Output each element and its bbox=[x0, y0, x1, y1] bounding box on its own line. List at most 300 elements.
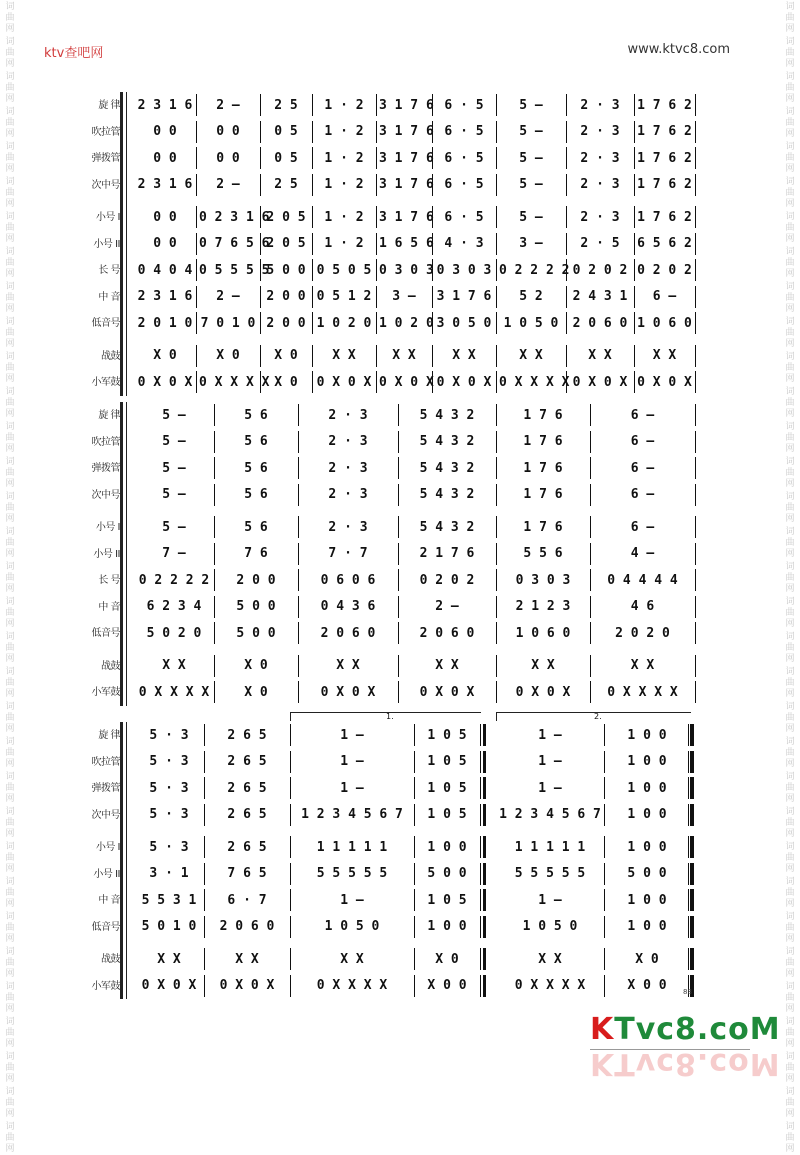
barline bbox=[695, 484, 696, 506]
watermark-text: 词曲网 bbox=[785, 982, 795, 1014]
measure: 4 6 bbox=[630, 599, 655, 614]
final-barline bbox=[688, 777, 694, 799]
measure: 2 · 5 bbox=[580, 236, 620, 251]
instrument-label: 弹拨管 bbox=[91, 463, 120, 474]
barline bbox=[496, 94, 497, 116]
barline bbox=[566, 174, 567, 196]
staff-row bbox=[0, 482, 800, 508]
barline bbox=[566, 286, 567, 308]
barline bbox=[376, 312, 377, 334]
staff-row bbox=[0, 775, 800, 801]
barline bbox=[214, 484, 215, 506]
measure: 6 – bbox=[630, 487, 655, 502]
barline bbox=[204, 804, 205, 826]
barline bbox=[566, 147, 567, 169]
barline bbox=[695, 655, 696, 677]
barline bbox=[590, 569, 591, 591]
barline bbox=[290, 724, 291, 746]
barline bbox=[432, 259, 433, 281]
barline bbox=[695, 404, 696, 426]
measure: 2 4 3 1 bbox=[572, 289, 628, 304]
measure: 0 3 0 3 bbox=[436, 262, 492, 278]
measure: 1 0 2 0 bbox=[379, 315, 434, 331]
measure: 5 · 3 bbox=[149, 839, 189, 855]
barline bbox=[214, 681, 215, 703]
staff-row bbox=[0, 402, 800, 428]
barline bbox=[260, 206, 261, 228]
barline bbox=[414, 975, 415, 997]
measure: 1 2 3 4 5 6 7 bbox=[499, 807, 601, 822]
measure: 3 0 5 0 bbox=[436, 315, 492, 331]
measure: 5 – bbox=[519, 124, 543, 139]
measure: 2 6 5 bbox=[227, 839, 267, 855]
barline bbox=[695, 259, 696, 281]
measure: 2 5 bbox=[274, 97, 298, 113]
staff-row bbox=[0, 172, 800, 198]
measure: 1 7 6 bbox=[523, 487, 563, 502]
measure: 1 · 2 bbox=[324, 177, 364, 192]
final-barline bbox=[688, 836, 694, 858]
barline bbox=[376, 371, 377, 393]
instrument-label: 小军鼓 bbox=[91, 980, 120, 992]
barline bbox=[566, 206, 567, 228]
watermark-text: 词曲网 bbox=[5, 737, 15, 769]
barline bbox=[298, 404, 299, 426]
staff-row bbox=[0, 429, 800, 455]
measure: 2 6 5 bbox=[227, 754, 267, 769]
measure: 1 0 0 bbox=[627, 892, 667, 908]
barline bbox=[196, 94, 197, 116]
barline bbox=[196, 345, 197, 367]
measure: 2 – bbox=[216, 289, 240, 304]
watermark-text: 词曲网 bbox=[5, 107, 15, 139]
site-logo[interactable] bbox=[590, 1012, 781, 1081]
measure: 2 3 1 6 bbox=[137, 177, 193, 192]
staff-row bbox=[0, 369, 800, 395]
watermark-text: 词曲网 bbox=[5, 842, 15, 874]
measure: 1 0 5 0 bbox=[503, 315, 559, 331]
barline bbox=[290, 777, 291, 799]
measure: 0 X 0 X bbox=[515, 684, 571, 700]
measure: 5 6 bbox=[244, 460, 268, 476]
barline bbox=[398, 622, 399, 644]
barline bbox=[298, 622, 299, 644]
watermark-text: 词曲网 bbox=[785, 1017, 795, 1049]
watermark-text: 词曲网 bbox=[785, 247, 795, 279]
barline bbox=[290, 804, 291, 826]
measure: 1 0 5 bbox=[427, 892, 467, 908]
barline bbox=[496, 681, 497, 703]
measure: 3 1 7 6 bbox=[379, 124, 434, 139]
barline bbox=[398, 569, 399, 591]
measure: X X bbox=[519, 348, 543, 363]
barline bbox=[196, 233, 197, 255]
measure: 1 · 2 bbox=[324, 97, 364, 113]
barline bbox=[414, 724, 415, 746]
watermark-text: 词曲网 bbox=[785, 632, 795, 664]
barline bbox=[260, 174, 261, 196]
barline bbox=[214, 404, 215, 426]
measure: 0 3 0 3 bbox=[379, 262, 434, 278]
instrument-label: 小号 I bbox=[95, 522, 120, 533]
instrument-label: 长 号 bbox=[98, 575, 120, 586]
watermark-text: 词曲网 bbox=[785, 1122, 795, 1154]
staff-row bbox=[0, 541, 800, 567]
barline bbox=[298, 681, 299, 703]
measure: 5 – bbox=[162, 407, 186, 423]
measure: 2 3 1 6 bbox=[137, 289, 193, 304]
barline bbox=[590, 516, 591, 538]
staff-row bbox=[0, 973, 800, 999]
volta-bracket bbox=[496, 712, 691, 721]
measure: 5 0 2 0 bbox=[146, 625, 202, 641]
measure: 0 X X X X bbox=[199, 374, 270, 390]
watermark-text: 词曲网 bbox=[785, 877, 795, 909]
measure: 6 – bbox=[630, 519, 655, 535]
measure: 7 6 bbox=[244, 546, 268, 561]
barline bbox=[298, 569, 299, 591]
barline bbox=[214, 431, 215, 453]
barline bbox=[634, 233, 635, 255]
final-barline bbox=[688, 916, 694, 938]
measure: 1 0 6 0 bbox=[637, 315, 692, 331]
measure: X X bbox=[392, 348, 416, 363]
measure: 0 X 0 X bbox=[379, 374, 434, 390]
barline bbox=[204, 948, 205, 970]
barline bbox=[566, 233, 567, 255]
watermark-text: 词曲网 bbox=[5, 492, 15, 524]
watermark-text: 词曲网 bbox=[5, 982, 15, 1014]
repeat-barline bbox=[480, 889, 486, 911]
measure: 1 0 0 bbox=[627, 780, 667, 796]
measure: 5 4 3 2 bbox=[419, 434, 475, 449]
measure: 5 5 5 5 5 bbox=[316, 866, 388, 881]
barline bbox=[695, 206, 696, 228]
watermark-text: 词曲网 bbox=[785, 282, 795, 314]
measure: 5 – bbox=[519, 209, 543, 225]
staff-row bbox=[0, 514, 800, 540]
logo-reflection: KTvc8.coM bbox=[590, 1046, 781, 1081]
measure: 1 0 0 bbox=[627, 727, 667, 743]
measure: 2 0 1 0 bbox=[137, 315, 193, 331]
barline bbox=[414, 777, 415, 799]
barline bbox=[695, 233, 696, 255]
final-barline bbox=[688, 889, 694, 911]
measure: 2 1 7 6 bbox=[419, 546, 475, 561]
barline bbox=[432, 345, 433, 367]
repeat-barline bbox=[480, 975, 486, 997]
measure: 5 0 0 bbox=[236, 625, 276, 641]
barline bbox=[695, 94, 696, 116]
barline bbox=[298, 516, 299, 538]
measure: 1 7 6 bbox=[523, 519, 563, 535]
barline bbox=[398, 655, 399, 677]
measure: 5 6 bbox=[244, 487, 268, 502]
staff-row bbox=[0, 310, 800, 336]
barline bbox=[260, 286, 261, 308]
watermark-text: 词曲网 bbox=[785, 527, 795, 559]
measure: 6 – bbox=[652, 289, 677, 304]
barline bbox=[496, 206, 497, 228]
watermark-text: 词曲网 bbox=[5, 282, 15, 314]
instrument-label: 长 号 bbox=[98, 265, 120, 276]
measure: X 0 bbox=[635, 951, 659, 967]
measure: 0 X 0 X bbox=[419, 684, 475, 700]
measure: 5 5 3 1 bbox=[141, 892, 197, 908]
watermark-text: 词曲网 bbox=[5, 177, 15, 209]
measure: 2 0 6 0 bbox=[219, 919, 275, 934]
barline bbox=[496, 312, 497, 334]
watermark-text: 词曲网 bbox=[785, 387, 795, 419]
staff-row bbox=[0, 679, 800, 705]
measure: 2 6 5 bbox=[227, 807, 267, 822]
measure: 1 0 5 bbox=[427, 780, 467, 796]
barline bbox=[312, 345, 313, 367]
watermark-text: 词曲网 bbox=[5, 457, 15, 489]
measure: 2 · 3 bbox=[580, 177, 620, 192]
measure: 2 0 6 0 bbox=[572, 315, 628, 331]
barline bbox=[432, 206, 433, 228]
barline bbox=[695, 147, 696, 169]
barline bbox=[695, 569, 696, 591]
barline bbox=[214, 622, 215, 644]
barline bbox=[376, 174, 377, 196]
measure: 3 1 7 6 bbox=[379, 209, 434, 225]
measure: 0 5 0 5 bbox=[316, 262, 372, 278]
measure: 1 7 6 2 bbox=[637, 177, 692, 192]
measure: 6 · 5 bbox=[444, 124, 484, 139]
staff-row bbox=[0, 946, 800, 972]
barline bbox=[695, 681, 696, 703]
barline bbox=[196, 121, 197, 143]
staff-row bbox=[0, 231, 800, 257]
barline bbox=[695, 121, 696, 143]
measure: 2 · 3 bbox=[328, 519, 368, 535]
staff-row bbox=[0, 119, 800, 145]
watermark-text: 词曲网 bbox=[785, 492, 795, 524]
measure: 1 · 2 bbox=[324, 209, 364, 225]
barline bbox=[290, 948, 291, 970]
instrument-label: 次中号 bbox=[91, 489, 120, 501]
measure: 2 · 3 bbox=[580, 150, 620, 166]
instrument-label: 低音号 bbox=[91, 318, 120, 329]
barline bbox=[432, 174, 433, 196]
watermark-text: 词曲网 bbox=[785, 2, 795, 34]
measure: 2 0 5 bbox=[266, 236, 306, 251]
watermark-text: 词曲网 bbox=[5, 317, 15, 349]
staff-row bbox=[0, 343, 800, 369]
measure: X X bbox=[162, 658, 186, 673]
instrument-label: 吹拉管 bbox=[91, 756, 120, 768]
measure: X 0 bbox=[274, 374, 298, 390]
measure: 2 0 6 0 bbox=[419, 625, 475, 641]
barline bbox=[312, 206, 313, 228]
watermark-text: 词曲网 bbox=[785, 1052, 795, 1084]
logo-text: KTvc8.coM bbox=[590, 1012, 781, 1047]
watermark-text: 词曲网 bbox=[5, 1052, 15, 1084]
watermark-text: 词曲网 bbox=[5, 37, 15, 69]
watermark-text: 词曲网 bbox=[785, 667, 795, 699]
measure: 0 2 2 2 2 bbox=[138, 572, 210, 588]
instrument-label: 吹拉管 bbox=[91, 436, 120, 448]
watermark-text: 词曲网 bbox=[785, 317, 795, 349]
barline bbox=[214, 569, 215, 591]
barline bbox=[604, 836, 605, 858]
measure: 1 – bbox=[538, 780, 562, 796]
site-url[interactable]: www.ktvc8.com bbox=[627, 42, 730, 57]
barline bbox=[290, 751, 291, 773]
barline bbox=[298, 543, 299, 565]
measure: 1 2 3 4 5 6 7 bbox=[301, 807, 403, 822]
measure: X 0 bbox=[274, 348, 298, 363]
measure: 2 · 3 bbox=[328, 407, 368, 423]
barline bbox=[604, 724, 605, 746]
watermark-text: 词曲网 bbox=[5, 597, 15, 629]
measure: 0 0 bbox=[153, 236, 177, 251]
measure: 1 7 6 2 bbox=[637, 124, 692, 139]
barline bbox=[695, 543, 696, 565]
instrument-label: 中 音 bbox=[98, 291, 120, 303]
watermark-text: 词曲网 bbox=[785, 597, 795, 629]
barline bbox=[604, 948, 605, 970]
measure: X X bbox=[340, 951, 364, 967]
staff-row bbox=[0, 257, 800, 283]
barline bbox=[604, 863, 605, 885]
barline bbox=[496, 371, 497, 393]
barline bbox=[496, 622, 497, 644]
barline bbox=[432, 147, 433, 169]
measure: 5 4 3 2 bbox=[419, 487, 475, 502]
watermark-text: 词曲网 bbox=[5, 422, 15, 454]
barline bbox=[566, 94, 567, 116]
barline bbox=[695, 345, 696, 367]
watermark-text: 词曲网 bbox=[5, 562, 15, 594]
watermark-text: 词曲网 bbox=[5, 912, 15, 944]
staff-row bbox=[0, 455, 800, 481]
measure: 1 0 0 bbox=[627, 807, 667, 822]
measure: 1 – bbox=[538, 892, 562, 908]
measure: 0 X 0 X bbox=[436, 374, 492, 390]
barline bbox=[432, 312, 433, 334]
measure: 0 X X X X bbox=[499, 374, 570, 390]
watermark-text: 词曲网 bbox=[5, 387, 15, 419]
measure: 6 – bbox=[630, 460, 655, 476]
barline bbox=[298, 596, 299, 618]
measure: 1 – bbox=[538, 727, 562, 743]
measure: 0 X 0 X bbox=[316, 374, 372, 390]
final-barline bbox=[688, 948, 694, 970]
measure: 2 · 3 bbox=[580, 97, 620, 113]
barline bbox=[695, 457, 696, 479]
measure: 1 7 6 bbox=[523, 407, 563, 423]
measure: 2 6 5 bbox=[227, 780, 267, 796]
measure: X 0 bbox=[435, 951, 459, 967]
measure: 2 6 5 bbox=[227, 727, 267, 743]
watermark-text: 词曲网 bbox=[785, 737, 795, 769]
barline bbox=[376, 345, 377, 367]
barline bbox=[604, 777, 605, 799]
barline bbox=[695, 431, 696, 453]
measure: 7 – bbox=[162, 546, 186, 561]
barline bbox=[260, 94, 261, 116]
measure: 5 0 0 bbox=[627, 866, 667, 881]
measure: 1 1 1 1 1 bbox=[316, 839, 388, 855]
barline bbox=[214, 596, 215, 618]
measure: 5 – bbox=[162, 487, 186, 502]
barline bbox=[204, 724, 205, 746]
instrument-label: 中 音 bbox=[98, 895, 120, 906]
barline bbox=[298, 655, 299, 677]
barline bbox=[566, 259, 567, 281]
measure: 5 0 0 bbox=[236, 599, 276, 614]
barline bbox=[214, 543, 215, 565]
barline bbox=[298, 457, 299, 479]
instrument-label: 吹拉管 bbox=[91, 126, 120, 138]
final-barline bbox=[688, 804, 694, 826]
measure: 0 X 0 X bbox=[572, 374, 628, 390]
barline bbox=[196, 147, 197, 169]
measure: 2 · 3 bbox=[328, 434, 368, 449]
volta-label: 1. bbox=[386, 712, 394, 721]
measure: 5 0 0 bbox=[266, 262, 306, 278]
measure: 0 3 0 3 bbox=[515, 572, 571, 588]
measure: 5 6 bbox=[244, 407, 268, 423]
barline bbox=[214, 516, 215, 538]
measure: 5 4 3 2 bbox=[419, 407, 475, 423]
measure: 5 5 5 5 5 bbox=[514, 866, 586, 881]
staff-row bbox=[0, 204, 800, 230]
barline bbox=[376, 259, 377, 281]
measure: 5 2 bbox=[519, 289, 543, 304]
measure: X 0 bbox=[153, 348, 177, 363]
volta-bracket bbox=[290, 712, 481, 721]
measure: 3 1 7 6 bbox=[379, 150, 434, 166]
barline bbox=[312, 174, 313, 196]
barline bbox=[290, 916, 291, 938]
staff-row bbox=[0, 722, 800, 748]
barline bbox=[290, 836, 291, 858]
barline bbox=[398, 457, 399, 479]
barline bbox=[398, 484, 399, 506]
measure: 6 · 5 bbox=[444, 209, 484, 225]
measure: 1 7 6 2 bbox=[637, 150, 692, 166]
site-name[interactable]: ktv查吧网 bbox=[44, 46, 104, 61]
instrument-label: 战鼓 bbox=[101, 954, 120, 965]
measure: 7 0 1 0 bbox=[200, 315, 256, 331]
watermark-text: 词曲网 bbox=[5, 1017, 15, 1049]
repeat-barline bbox=[480, 836, 486, 858]
measure: 0 5 bbox=[274, 150, 298, 166]
measure: 5 4 3 2 bbox=[419, 460, 475, 476]
measure: 2 0 0 bbox=[236, 572, 276, 588]
barline bbox=[290, 863, 291, 885]
watermark-text: 词曲网 bbox=[5, 807, 15, 839]
barline bbox=[590, 543, 591, 565]
measure: 1 0 5 0 bbox=[522, 919, 578, 934]
barline bbox=[432, 286, 433, 308]
watermark-text: 词曲网 bbox=[785, 807, 795, 839]
barline bbox=[398, 404, 399, 426]
measure: 2 · 3 bbox=[328, 487, 368, 502]
staff-row bbox=[0, 620, 800, 646]
measure: X X bbox=[531, 658, 555, 673]
barline bbox=[590, 457, 591, 479]
barline bbox=[432, 121, 433, 143]
measure: 0 6 0 6 bbox=[320, 572, 376, 588]
barline bbox=[566, 121, 567, 143]
measure: X 0 0 bbox=[627, 978, 667, 993]
barline bbox=[376, 233, 377, 255]
